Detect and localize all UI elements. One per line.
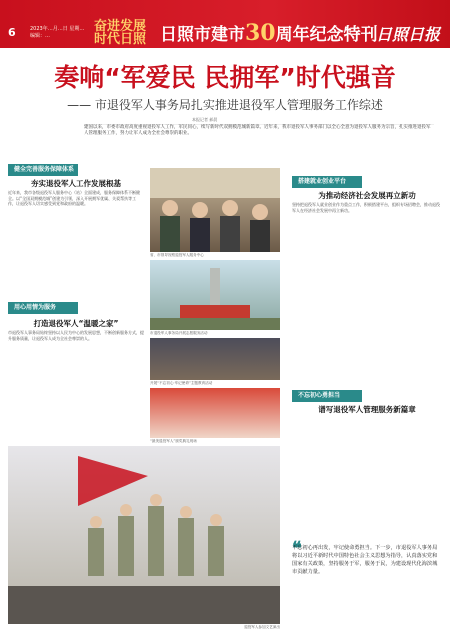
body-text-col-d bbox=[292, 416, 442, 534]
body-text-col-c: 市退役军人事务局始终坚持以人民为中心的发展思想，不断创新服务方式，提升服务质量，让退役军人成为全社会尊崇的人。 bbox=[8, 330, 144, 341]
photo-award-ceremony bbox=[150, 388, 280, 438]
monument-illustration bbox=[150, 260, 280, 330]
body-text-col-a: 近年来，我市各级退役军人服务中心（站）全面建成，服务保障体系不断健全。以“全国双拥模范城”创建为引领，深入开展拥军优属、关爱帮扶等工作，让退役军人切实感受到党和政府的温暖。 bbox=[8, 190, 140, 207]
page-info: 2023年…月…日 星期… 编辑：… bbox=[30, 26, 85, 39]
anniversary-slogan: 奋进发展 时代日照 bbox=[94, 19, 147, 47]
newspaper-logo: 日照日报 bbox=[375, 25, 440, 44]
people-illustration bbox=[150, 168, 280, 252]
performers-illustration bbox=[8, 446, 280, 624]
masthead-banner bbox=[0, 0, 450, 48]
caption-4: “最美退役军人”颁奖典礼现场 bbox=[150, 439, 197, 443]
caption-2: 市退役军人事务局开展志愿服务活动 bbox=[150, 331, 208, 335]
caption-5: 退役军人参加文艺演出 bbox=[244, 625, 280, 629]
photo-monument bbox=[150, 260, 280, 330]
section-label-1: 健全完善服务保障体系 bbox=[8, 164, 78, 176]
section-heading-1: 夯实退役军人工作发展根基 bbox=[31, 179, 121, 188]
caption-3: 开展“不忘初心·牢记使命”主题教育活动 bbox=[150, 381, 213, 385]
quote-mark-icon: ❝ bbox=[292, 538, 302, 559]
section-label-3: 搭建就业创业平台 bbox=[292, 176, 362, 188]
anniv-prefix: 日照市建市 bbox=[160, 25, 245, 45]
section-label-4: 不忘初心勇担当 bbox=[292, 390, 362, 402]
section-heading-4: 谱写退役军人管理服务新篇章 bbox=[318, 405, 416, 414]
section-heading-3: 为推动经济社会发展再立新功 bbox=[318, 191, 416, 200]
page-number: 6 bbox=[8, 26, 16, 39]
anniv-number: 30 bbox=[245, 20, 276, 46]
article-title: 奏响“军爱民 民拥军”时代强音 bbox=[54, 63, 396, 92]
closing-quote: 不忘初心再出发，牢记使命勇担当。下一步，市退役军人事务局将以习近平新时代中国特色社会主义思想为指导，认真落实党和国家有关政策，坚持服务于军，服务于民，为建设现代化海滨城市贡献力量。 bbox=[292, 545, 438, 575]
photo-performance bbox=[8, 446, 280, 624]
caption-1: 省、市领导视察退役军人服务中心 bbox=[150, 253, 204, 257]
photo-education-activity bbox=[150, 338, 280, 380]
section-label-2: 用心用情为服务 bbox=[8, 302, 78, 314]
lead-paragraph: 建国以来，市委市政府高度重视退役军人工作，军民同心，续写新时代双拥模范城新篇章。近年来，我市退役军人事务部门以全心全意为退役军人服务为宗旨，扎实推进退役军人管理服务工作，努力让军人成为全社会尊崇的职业。 bbox=[84, 124, 434, 162]
anniversary-title bbox=[160, 20, 378, 46]
section-heading-2: 打造退役军人“温暖之家” bbox=[33, 319, 119, 328]
anniv-suffix: 周年纪念特刊 bbox=[275, 25, 378, 45]
byline: 本报记者 郝晨 bbox=[192, 117, 218, 122]
body-text-col-b: 坚持把退役军人就业创业作为重点工作，积极搭建平台，组织专场招聘会，推动退役军人在经济社会发展中再立新功。 bbox=[292, 202, 440, 213]
article-subtitle: —— 市退役军人事务局扎实推进退役军人管理服务工作综述 bbox=[67, 98, 383, 112]
photo-leaders-visit bbox=[150, 168, 280, 252]
